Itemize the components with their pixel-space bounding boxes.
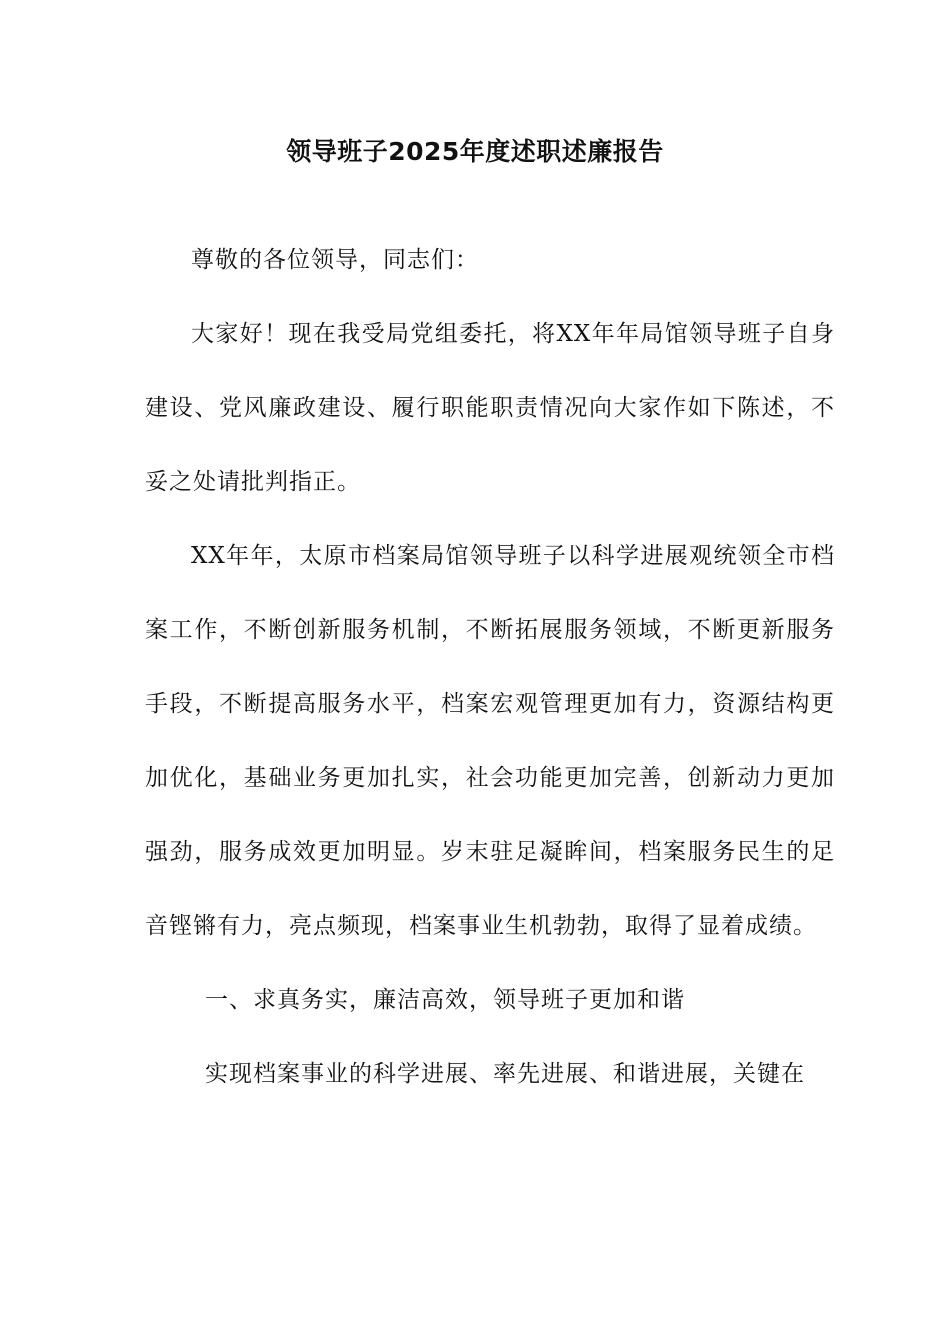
document-title: 领导班子2025年度述职述廉报告 (286, 137, 664, 166)
paragraph-intro: 大家好！现在我受局党组委托，将XX年年局馆领导班子自身建设、党风廉政建设、履行职能职责情况向大家作如下陈述，不妥之处请批判指正。 (145, 321, 835, 495)
salutation: 尊敬的各位领导，同志们： (191, 247, 479, 273)
section-heading: 一、求真务实，廉洁高效，领导班子更加和谐 (205, 987, 685, 1013)
section-paragraph: 实现档案事业的科学进展、率先进展、和谐进展，关键在 (205, 1061, 805, 1087)
document-body (145, 223, 835, 1111)
paragraph-summary: XX年年，太原市档案局馆领导班子以科学进展观统领全市档案工作，不断创新服务机制，不断拓展服务领域，不断更新服务手段，不断提高服务水平，档案宏观管理更加有力，资源结构更加优化，基础业务更加扎实，社会功能更加完善，创新动力更加强劲，服务成效更加明显。岁末驻足凝眸间，档案服务民生的足音铿锵有力，亮点频现，档案事业生机勃勃，取得了显着成绩。 (145, 543, 835, 939)
